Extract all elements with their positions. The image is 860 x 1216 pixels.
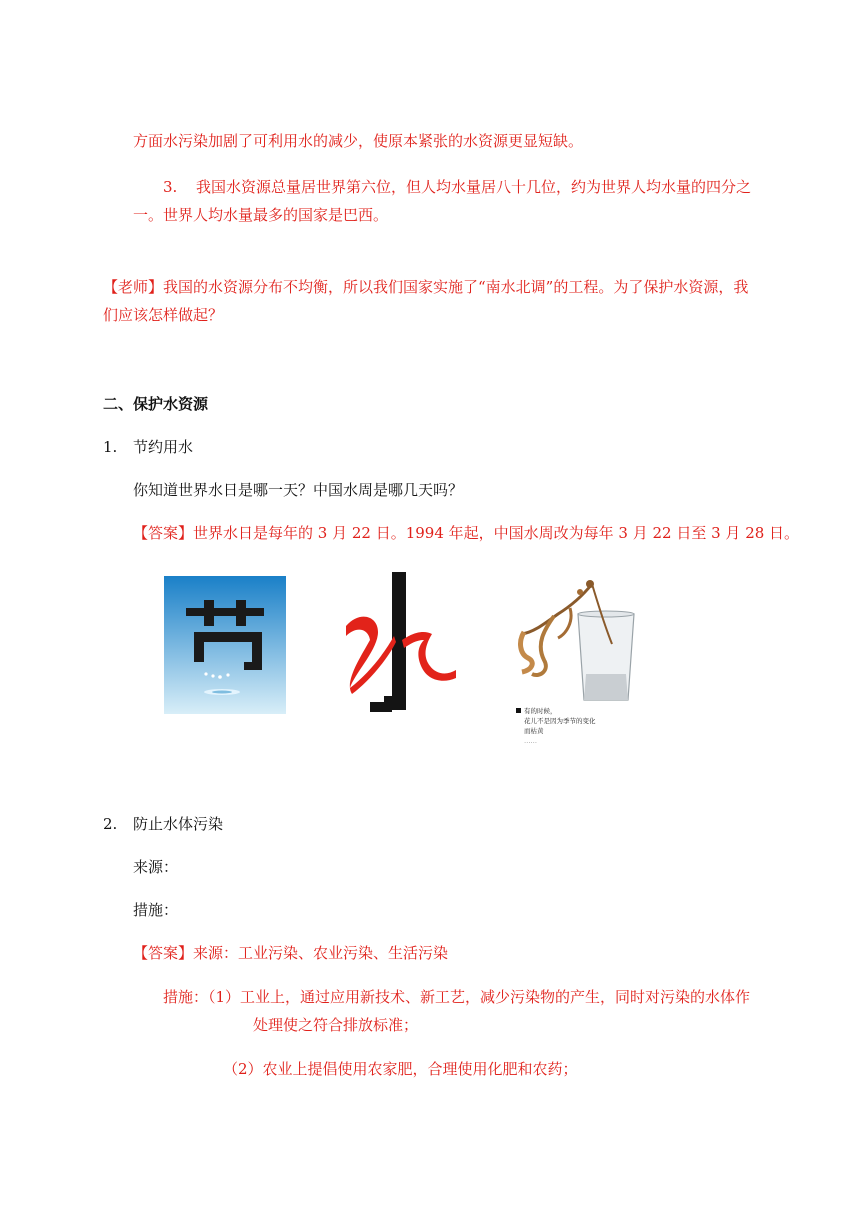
answer-water-day: 【答案】世界水日是每年的 3 月 22 日。1994 年起，中国水周改为每年 3 月 22 日至 3 月 28 日。 xyxy=(133,524,800,542)
list-number-1: 1. xyxy=(103,438,118,456)
paragraph-water-resources-line2: 一。世界人均水量最多的国家是巴西。 xyxy=(133,206,389,224)
caption-line3: 而枯黄 xyxy=(524,727,544,735)
measure-industry-line1: 措施：（1）工业上，通过应用新技术、新工艺，减少污染物的产生，同时对污染的水体作 xyxy=(163,988,751,1006)
caption-line1: 有的时候， xyxy=(524,707,557,715)
list-number-2: 2. xyxy=(103,815,118,833)
list-number-3: 3. xyxy=(163,178,178,196)
teacher-note-line2: 们应该怎样做起？ xyxy=(103,306,224,324)
measure-agriculture: （2）农业上提倡使用农家肥，合理使用化肥和农药； xyxy=(223,1060,578,1078)
measure-label: 措施： xyxy=(133,901,179,919)
item-save-water: 节约用水 xyxy=(133,438,194,456)
poster-water-character-image xyxy=(338,570,458,718)
source-label: 来源： xyxy=(133,858,179,876)
answer-pollution-sources: 【答案】来源：工业污染、农业污染、生活污染 xyxy=(133,944,449,962)
poster-withered-flower-image xyxy=(514,574,646,748)
paragraph-water-resources-line1: 我国水资源总量居世界第六位，但人均水量居八十几位，约为世界人均水量的四分之 xyxy=(196,178,752,196)
paragraph-water-pollution: 方面水污染加剧了可利用水的减少，使原本紧张的水资源更显短缺。 xyxy=(133,132,584,150)
poster-faucet-image xyxy=(164,576,286,714)
caption-line4: …… xyxy=(524,737,537,745)
caption-line2: 花儿不是因为季节的变化 xyxy=(524,717,596,725)
question-water-day: 你知道世界水日是哪一天？中国水周是哪几天吗？ xyxy=(133,481,464,499)
measure-industry-line2: 处理使之符合排放标准； xyxy=(253,1016,419,1034)
section-heading: 二、保护水资源 xyxy=(103,395,209,413)
teacher-note-line1: 【老师】我国的水资源分布不均衡，所以我们国家实施了“南水北调”的工程。为了保护水资源，我 xyxy=(103,278,749,296)
caption-bullet xyxy=(516,708,521,713)
item-prevent-pollution: 防止水体污染 xyxy=(133,815,224,833)
